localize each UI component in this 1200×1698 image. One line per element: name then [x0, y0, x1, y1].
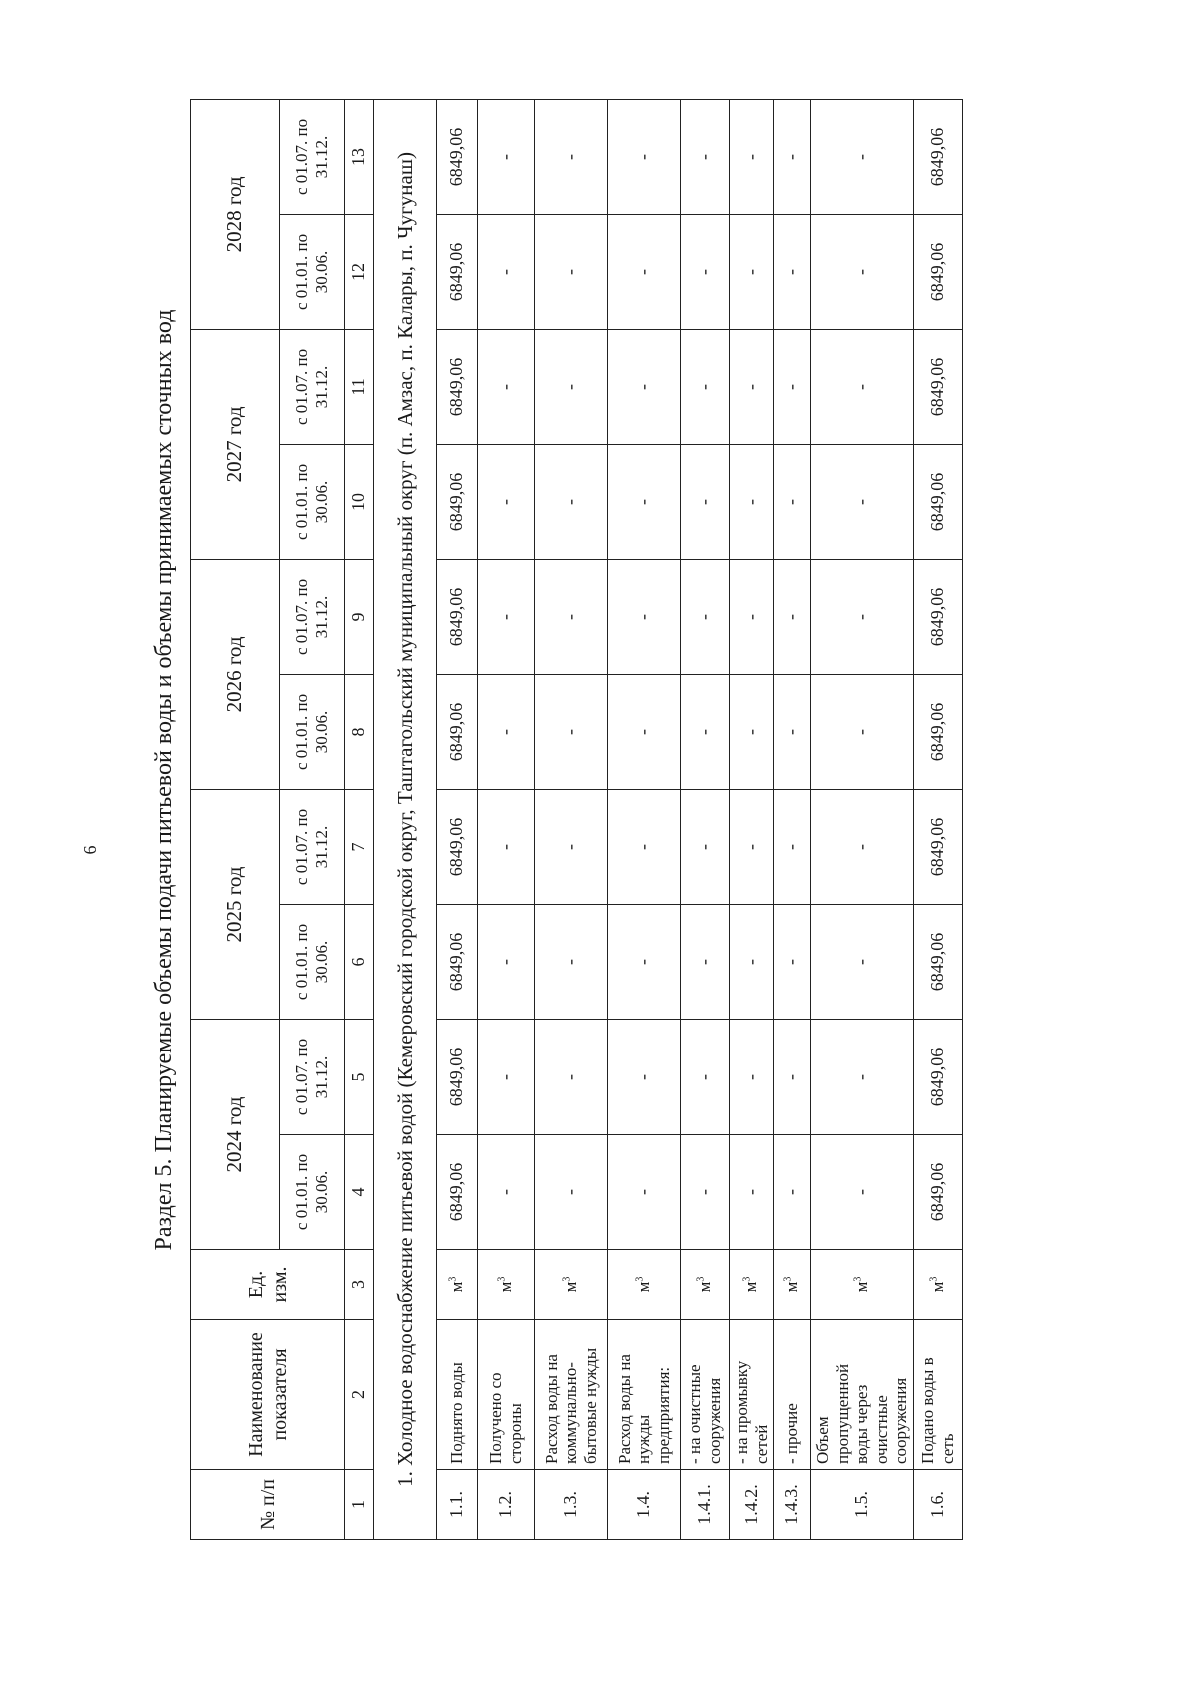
value-cell: - [811, 904, 914, 1019]
period-header-second-half: с 01.07. по 31.12. [280, 329, 345, 444]
value-cell: - [535, 214, 608, 329]
table-row [913, 99, 962, 1539]
column-index: 7 [345, 789, 374, 904]
value-cell: - [478, 789, 535, 904]
column-index: 8 [345, 674, 374, 789]
value-cell: - [811, 559, 914, 674]
rotated-page-content [144, 0, 1044, 1560]
row-unit [535, 1250, 608, 1320]
value-cell: - [608, 99, 681, 214]
table-row [811, 99, 914, 1539]
section-title: 1. Холодное водоснабжение питьевой водой (Кемеровский городской округ, Таштагольский муниципальный округ (п. Амзас, п. Калары, п. Чугунаш) [374, 99, 437, 1539]
unit-exponent: 3 [695, 1276, 707, 1282]
value-cell: - [608, 789, 681, 904]
row-unit [811, 1250, 914, 1320]
column-index: 6 [345, 904, 374, 1019]
value-cell: - [478, 559, 535, 674]
value-cell: - [608, 329, 681, 444]
value-cell: 6849,06 [437, 329, 478, 444]
column-index: 9 [345, 559, 374, 674]
period-header-second-half: с 01.07. по 31.12. [280, 789, 345, 904]
unit-base: м [633, 1281, 653, 1293]
value-cell: - [608, 214, 681, 329]
year-header-2024: 2024 год [191, 1019, 280, 1249]
unit-exponent: 3 [927, 1276, 939, 1282]
column-index-row [345, 99, 374, 1539]
value-cell: 6849,06 [913, 444, 962, 559]
row-name: Расход воды на коммунально-бытовые нужды [535, 1320, 608, 1470]
value-cell: - [608, 1135, 681, 1250]
row-name: - прочие [774, 1320, 811, 1470]
table-row [730, 99, 774, 1539]
unit-exponent: 3 [561, 1276, 573, 1282]
unit-exponent: 3 [741, 1276, 753, 1282]
value-cell: - [730, 904, 774, 1019]
value-cell: - [681, 1135, 730, 1250]
period-header-second-half: с 01.07. по 31.12. [280, 99, 345, 214]
unit-base: м [851, 1281, 871, 1293]
year-header-2025: 2025 год [191, 789, 280, 1019]
page-number: 6 [79, 845, 100, 855]
value-cell: - [730, 444, 774, 559]
value-cell: - [811, 329, 914, 444]
row-unit [681, 1250, 730, 1320]
column-index: 5 [345, 1019, 374, 1134]
row-name: - на очистные сооружения [681, 1320, 730, 1470]
unit-base: м [560, 1281, 580, 1293]
value-cell: 6849,06 [913, 99, 962, 214]
value-cell: - [681, 789, 730, 904]
value-cell: - [608, 904, 681, 1019]
value-cell: - [730, 214, 774, 329]
table-row [478, 99, 535, 1539]
value-cell: - [730, 329, 774, 444]
unit-base: м [927, 1281, 947, 1293]
value-cell: 6849,06 [437, 1019, 478, 1134]
period-header-second-half: с 01.07. по 31.12. [280, 1019, 345, 1134]
value-cell: 6849,06 [913, 789, 962, 904]
column-index: 11 [345, 329, 374, 444]
value-cell: - [774, 1019, 811, 1134]
column-index: 1 [345, 1470, 374, 1540]
value-cell: - [774, 99, 811, 214]
value-cell: - [535, 1135, 608, 1250]
value-cell: 6849,06 [913, 559, 962, 674]
row-number: 1.4.2. [730, 1470, 774, 1540]
value-cell: - [681, 904, 730, 1019]
table-row [681, 99, 730, 1539]
value-cell: - [730, 1135, 774, 1250]
document-title: Раздел 5. Планируемые объемы подачи питьевой воды и объемы принимаемых сточных вод [151, 309, 177, 1251]
row-unit [608, 1250, 681, 1320]
value-cell: - [681, 559, 730, 674]
value-cell: - [774, 559, 811, 674]
row-name: Объем пропущенной воды через очистные сооружения [811, 1320, 914, 1470]
value-cell: - [478, 674, 535, 789]
row-number: 1.6. [913, 1470, 962, 1540]
value-cell: 6849,06 [437, 444, 478, 559]
value-cell: - [730, 559, 774, 674]
value-cell: 6849,06 [437, 1135, 478, 1250]
value-cell: 6849,06 [437, 904, 478, 1019]
column-index: 12 [345, 214, 374, 329]
value-cell: - [608, 1019, 681, 1134]
row-unit [774, 1250, 811, 1320]
value-cell: - [478, 214, 535, 329]
value-cell: 6849,06 [437, 559, 478, 674]
section-row [374, 99, 437, 1539]
year-header-2028: 2028 год [191, 99, 280, 329]
value-cell: - [681, 674, 730, 789]
value-cell: - [535, 789, 608, 904]
value-cell: - [811, 99, 914, 214]
row-unit [437, 1250, 478, 1320]
row-number: 1.5. [811, 1470, 914, 1540]
value-cell: 6849,06 [437, 214, 478, 329]
value-cell: 6849,06 [437, 674, 478, 789]
value-cell: - [681, 1019, 730, 1134]
unit-base: м [446, 1281, 466, 1293]
row-unit [913, 1250, 962, 1320]
table-row [437, 99, 478, 1539]
table-row [774, 99, 811, 1539]
value-cell: 6849,06 [437, 789, 478, 904]
value-cell: - [681, 444, 730, 559]
value-cell: - [478, 99, 535, 214]
value-cell: - [608, 444, 681, 559]
unit-base: м [741, 1281, 761, 1293]
col-name-header: Наименование показателя [191, 1320, 345, 1470]
value-cell: - [811, 1135, 914, 1250]
value-cell: - [774, 329, 811, 444]
value-cell: - [811, 1019, 914, 1134]
value-cell: - [608, 559, 681, 674]
unit-base: м [781, 1281, 801, 1293]
value-cell: - [774, 214, 811, 329]
unit-base: м [694, 1281, 714, 1293]
value-cell: - [535, 444, 608, 559]
value-cell: - [681, 329, 730, 444]
row-name: Подано воды в сеть [913, 1320, 962, 1470]
column-index: 2 [345, 1320, 374, 1470]
value-cell: - [478, 904, 535, 1019]
value-cell: - [811, 674, 914, 789]
period-header-first-half: с 01.01. по 30.06. [280, 444, 345, 559]
period-header-first-half: с 01.01. по 30.06. [280, 904, 345, 1019]
row-number: 1.3. [535, 1470, 608, 1540]
value-cell: - [535, 99, 608, 214]
column-index: 13 [345, 99, 374, 214]
period-header-first-half: с 01.01. по 30.06. [280, 674, 345, 789]
value-cell: 6849,06 [913, 904, 962, 1019]
column-index: 10 [345, 444, 374, 559]
row-name: Расход воды на нужды предприятия: [608, 1320, 681, 1470]
value-cell: - [774, 444, 811, 559]
col-unit-header: Ед. изм. [191, 1250, 345, 1320]
value-cell: - [608, 674, 681, 789]
value-cell: - [774, 904, 811, 1019]
value-cell: - [478, 1019, 535, 1134]
column-index: 4 [345, 1135, 374, 1250]
value-cell: - [730, 789, 774, 904]
value-cell: - [478, 444, 535, 559]
period-header-first-half: с 01.01. по 30.06. [280, 1135, 345, 1250]
row-number: 1.4.3. [774, 1470, 811, 1540]
value-cell: - [774, 674, 811, 789]
value-cell: - [811, 214, 914, 329]
row-number: 1.1. [437, 1470, 478, 1540]
value-cell: - [811, 789, 914, 904]
row-number: 1.4. [608, 1470, 681, 1540]
column-index: 3 [345, 1250, 374, 1320]
value-cell: - [681, 214, 730, 329]
value-cell: 6849,06 [913, 1135, 962, 1250]
value-cell: - [730, 99, 774, 214]
row-unit [730, 1250, 774, 1320]
row-name: - на промывку сетей [730, 1320, 774, 1470]
year-header-2026: 2026 год [191, 559, 280, 789]
value-cell: 6849,06 [437, 99, 478, 214]
unit-exponent: 3 [782, 1276, 794, 1282]
value-cell: - [478, 329, 535, 444]
value-cell: - [730, 1019, 774, 1134]
row-name: Получено со стороны [478, 1320, 535, 1470]
value-cell: - [535, 329, 608, 444]
row-number: 1.2. [478, 1470, 535, 1540]
row-name: Поднято воды [437, 1320, 478, 1470]
value-cell: - [774, 789, 811, 904]
value-cell: 6849,06 [913, 674, 962, 789]
value-cell: - [535, 559, 608, 674]
unit-exponent: 3 [852, 1276, 864, 1282]
value-cell: - [811, 444, 914, 559]
value-cell: - [774, 1135, 811, 1250]
value-cell: - [535, 1019, 608, 1134]
unit-exponent: 3 [447, 1276, 459, 1282]
unit-exponent: 3 [634, 1276, 646, 1282]
header-row-years [191, 99, 280, 1539]
row-unit [478, 1250, 535, 1320]
unit-base: м [495, 1281, 515, 1293]
row-number: 1.4.1. [681, 1470, 730, 1540]
unit-exponent: 3 [496, 1276, 508, 1282]
value-cell: 6849,06 [913, 329, 962, 444]
year-header-2027: 2027 год [191, 329, 280, 559]
value-cell: 6849,06 [913, 214, 962, 329]
value-cell: - [535, 904, 608, 1019]
value-cell: - [535, 674, 608, 789]
value-cell: 6849,06 [913, 1019, 962, 1134]
value-cell: - [681, 99, 730, 214]
value-cell: - [478, 1135, 535, 1250]
table-row [535, 99, 608, 1539]
period-header-second-half: с 01.07. по 31.12. [280, 559, 345, 674]
period-header-first-half: с 01.01. по 30.06. [280, 214, 345, 329]
col-num-header: № п/п [191, 1470, 345, 1540]
value-cell: - [730, 674, 774, 789]
volumes-table [190, 99, 963, 1540]
table-row [608, 99, 681, 1539]
